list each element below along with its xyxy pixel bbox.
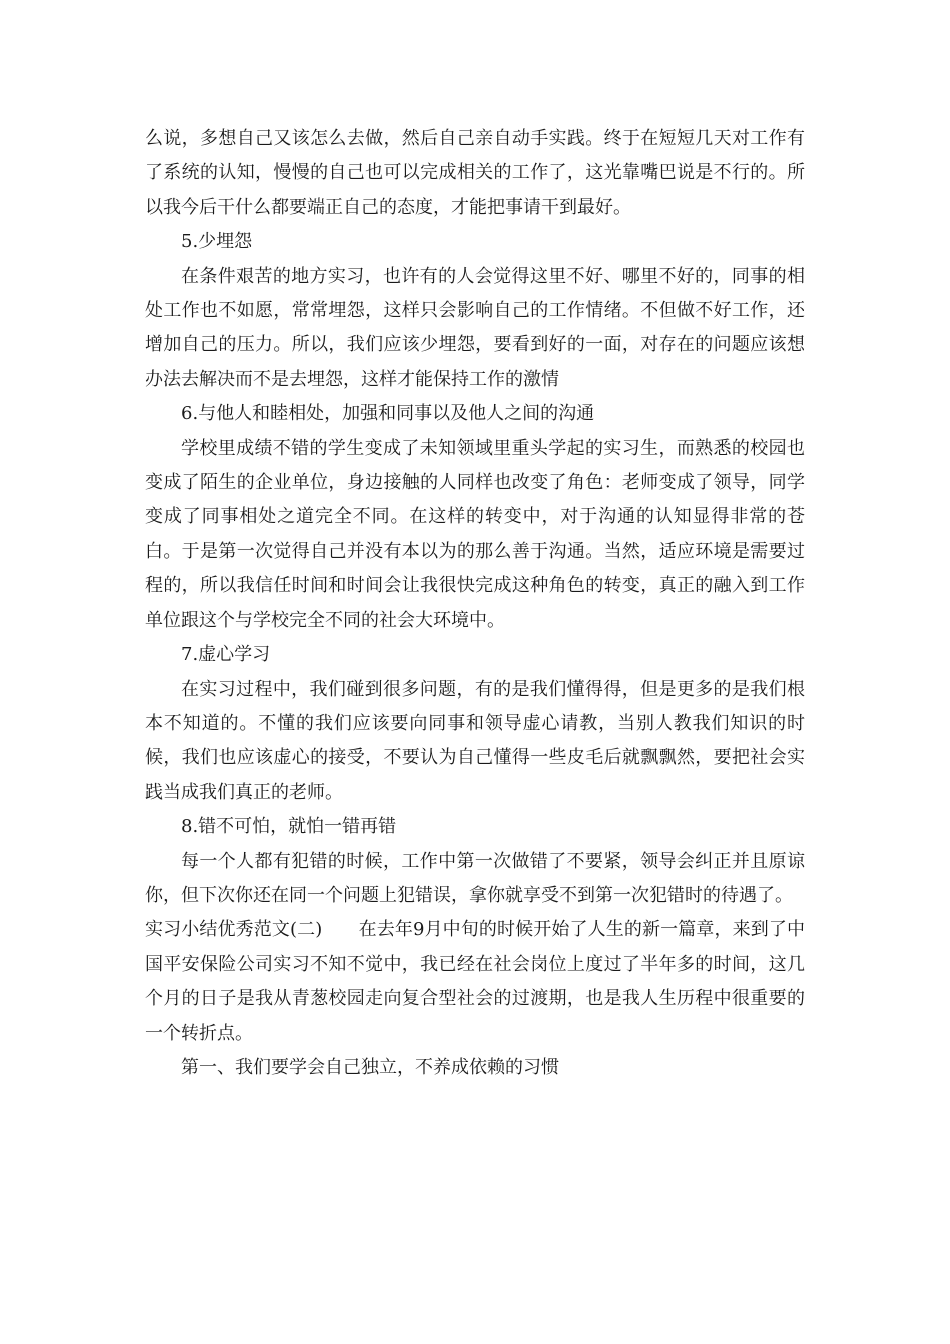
heading-7-learn-humbly: 7.虚心学习	[181, 644, 271, 666]
paragraph-learn-humbly: 在实习过程中，我们碰到很多问题，有的是我们懂得得，但是更多的是我们根本不知道的。不懂的我们应该要向同事和领导虚心请教，当别人教我们知识的时候，我们也应该虚心的接受，不要认为自己懂得一些皮毛后就飘飘然，要把社会实践当成我们真正的老师。	[145, 678, 805, 803]
heading-5-complain-less: 5.少埋怨	[181, 231, 253, 253]
paragraph-sample-two: 实习小结优秀范文(二) 在去年9月中旬的时候开始了人生的新一篇章，来到了中国平安保险公司实习不知不觉中，我已经在社会岗位上度过了半年多的时间，这几个月的日子是我从青葱校园走向复合型社会的过渡期，也是我人生历程中很重要的一个转折点。	[145, 919, 805, 1044]
paragraph-mistakes: 每一个人都有犯错的时候，工作中第一次做错了不要紧，领导会纠正并且原谅你，但下次你还在同一个问题上犯错误，拿你就享受不到第一次犯错时的待遇了。	[145, 850, 805, 906]
document-body	[145, 122, 805, 1085]
heading-first-independence: 第一、我们要学会自己独立，不养成依赖的习惯	[181, 1056, 559, 1078]
paragraph-continuation: 么说，多想自己又该怎么去做，然后自己亲自动手实践。终于在短短几天对工作有了系统的认知，慢慢的自己也可以完成相关的工作了，这光靠嘴巴说是不行的。所以我今后干什么都要端正自己的态度，才能把事请干到最好。	[145, 128, 805, 218]
heading-8-mistakes: 8.错不可怕，就怕一错再错	[181, 816, 397, 838]
heading-6-get-along: 6.与他人和睦相处，加强和同事以及他人之间的沟通	[181, 403, 595, 425]
paragraph-complain-less: 在条件艰苦的地方实习，也许有的人会觉得这里不好、哪里不好的，同事的相处工作也不如愿，常常埋怨，这样只会影响自己的工作情绪。不但做不好工作，还增加自己的压力。所以，我们应该少埋怨，要看到好的一面，对存在的问题应该想办法去解决而不是去埋怨，这样才能保持工作的激情	[145, 265, 805, 390]
paragraph-communication: 学校里成绩不错的学生变成了未知领域里重头学起的实习生，而熟悉的校园也变成了陌生的企业单位，身边接触的人同样也改变了角色：老师变成了领导，同学变成了同事相处之道完全不同。在这样的转变中，对于沟通的认知显得非常的苍白。于是第一次觉得自己并没有本以为的那么善于沟通。当然，适应环境是需要过程的，所以我信任时间和时间会让我很快完成这种角色的转变，真正的融入到工作单位跟这个与学校完全不同的社会大环境中。	[145, 437, 805, 631]
